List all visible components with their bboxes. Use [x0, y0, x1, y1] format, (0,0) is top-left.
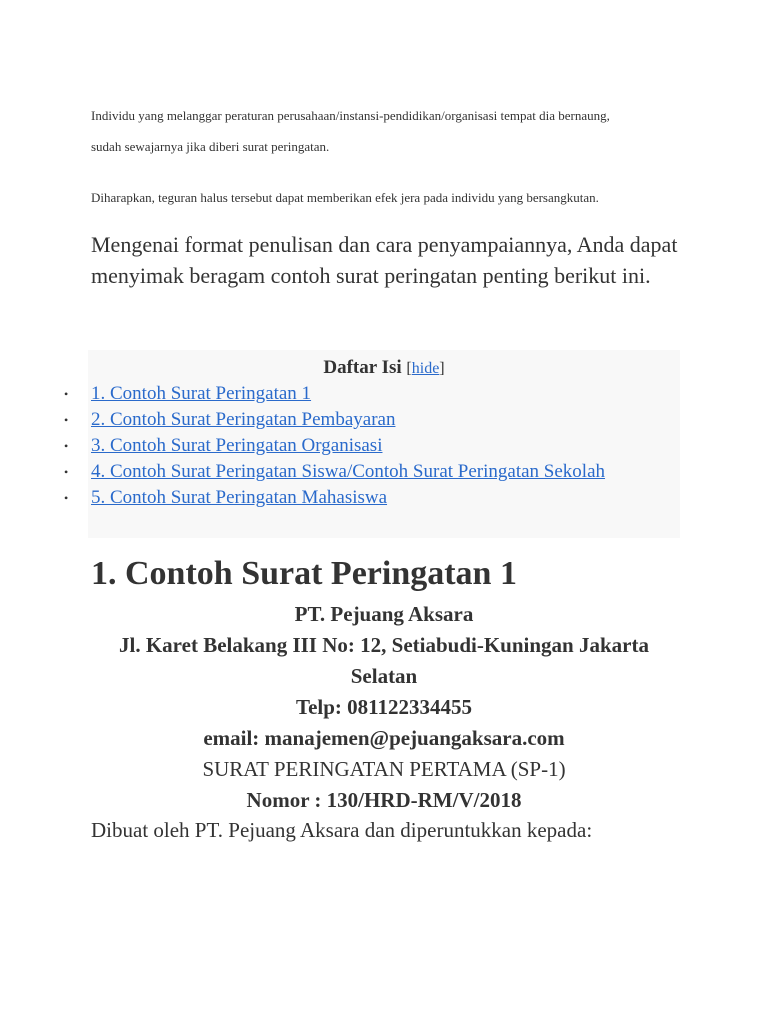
intro-paragraph: Diharapkan, teguran halus tersebut dapat memberikan efek jera pada individu yang bersangkutan.: [91, 190, 599, 205]
toc-item: [64, 381, 624, 407]
bullet-icon: •: [64, 491, 69, 505]
lead-paragraph: Mengenai format penulisan dan cara penyampaiannya, Anda dapat menyimak beragam contoh surat peringatan penting berikut ini.: [91, 232, 678, 288]
toc-hide-link[interactable]: hide: [411, 360, 440, 377]
toc-list: [64, 381, 624, 511]
toc-link-4[interactable]: 4. Contoh Surat Peringatan Siswa/Contoh Surat Peringatan Sekolah: [91, 461, 606, 482]
toc-item: [64, 407, 624, 433]
company-name: PT. Pejuang Aksara: [294, 602, 474, 626]
toc-item: [64, 485, 624, 511]
toc-link-5[interactable]: 5. Contoh Surat Peringatan Mahasiswa: [91, 487, 388, 508]
intro-paragraph-line: Individu yang melanggar peraturan perusahaan/instansi-pendidikan/organisasi tempat dia bernaung,: [91, 108, 610, 123]
toc-item: [64, 433, 624, 459]
letter-title: SURAT PERINGATAN PERTAMA (SP-1): [202, 757, 566, 781]
company-email: email: manajemen@pejuangaksara.com: [203, 726, 565, 750]
letter-body-start: Dibuat oleh PT. Pejuang Aksara dan diperuntukkan kepada:: [91, 818, 593, 842]
toc-item: [64, 459, 624, 485]
intro-paragraph-line: sudah sewajarnya jika diberi surat peringatan.: [91, 139, 330, 154]
bullet-icon: •: [64, 465, 69, 479]
company-address: Jl. Karet Belakang III No: 12, Setiabudi-Kuningan Jakarta Selatan: [119, 633, 649, 688]
toc-link-2[interactable]: 2. Contoh Surat Peringatan Pembayaran: [91, 409, 396, 430]
toc-title: Daftar Isi: [323, 357, 402, 378]
toc-header: [88, 356, 680, 381]
letter-header: [84, 599, 684, 816]
bullet-icon: •: [64, 387, 69, 401]
section-heading: 1. Contoh Surat Peringatan 1: [91, 555, 517, 592]
bullet-icon: •: [64, 439, 69, 453]
toc-link-3[interactable]: 3. Contoh Surat Peringatan Organisasi: [91, 435, 383, 456]
toc-bracket-close: ]: [439, 360, 445, 377]
bullet-icon: •: [64, 413, 69, 427]
company-phone: Telp: 081122334455: [296, 695, 472, 719]
toc-link-1[interactable]: 1. Contoh Surat Peringatan 1: [91, 383, 312, 404]
toc-bracket-open: [: [406, 360, 412, 377]
letter-number: Nomor : 130/HRD-RM/V/2018: [246, 788, 522, 812]
table-of-contents: [64, 350, 680, 538]
toc-toggle-wrapper: [406, 360, 444, 377]
